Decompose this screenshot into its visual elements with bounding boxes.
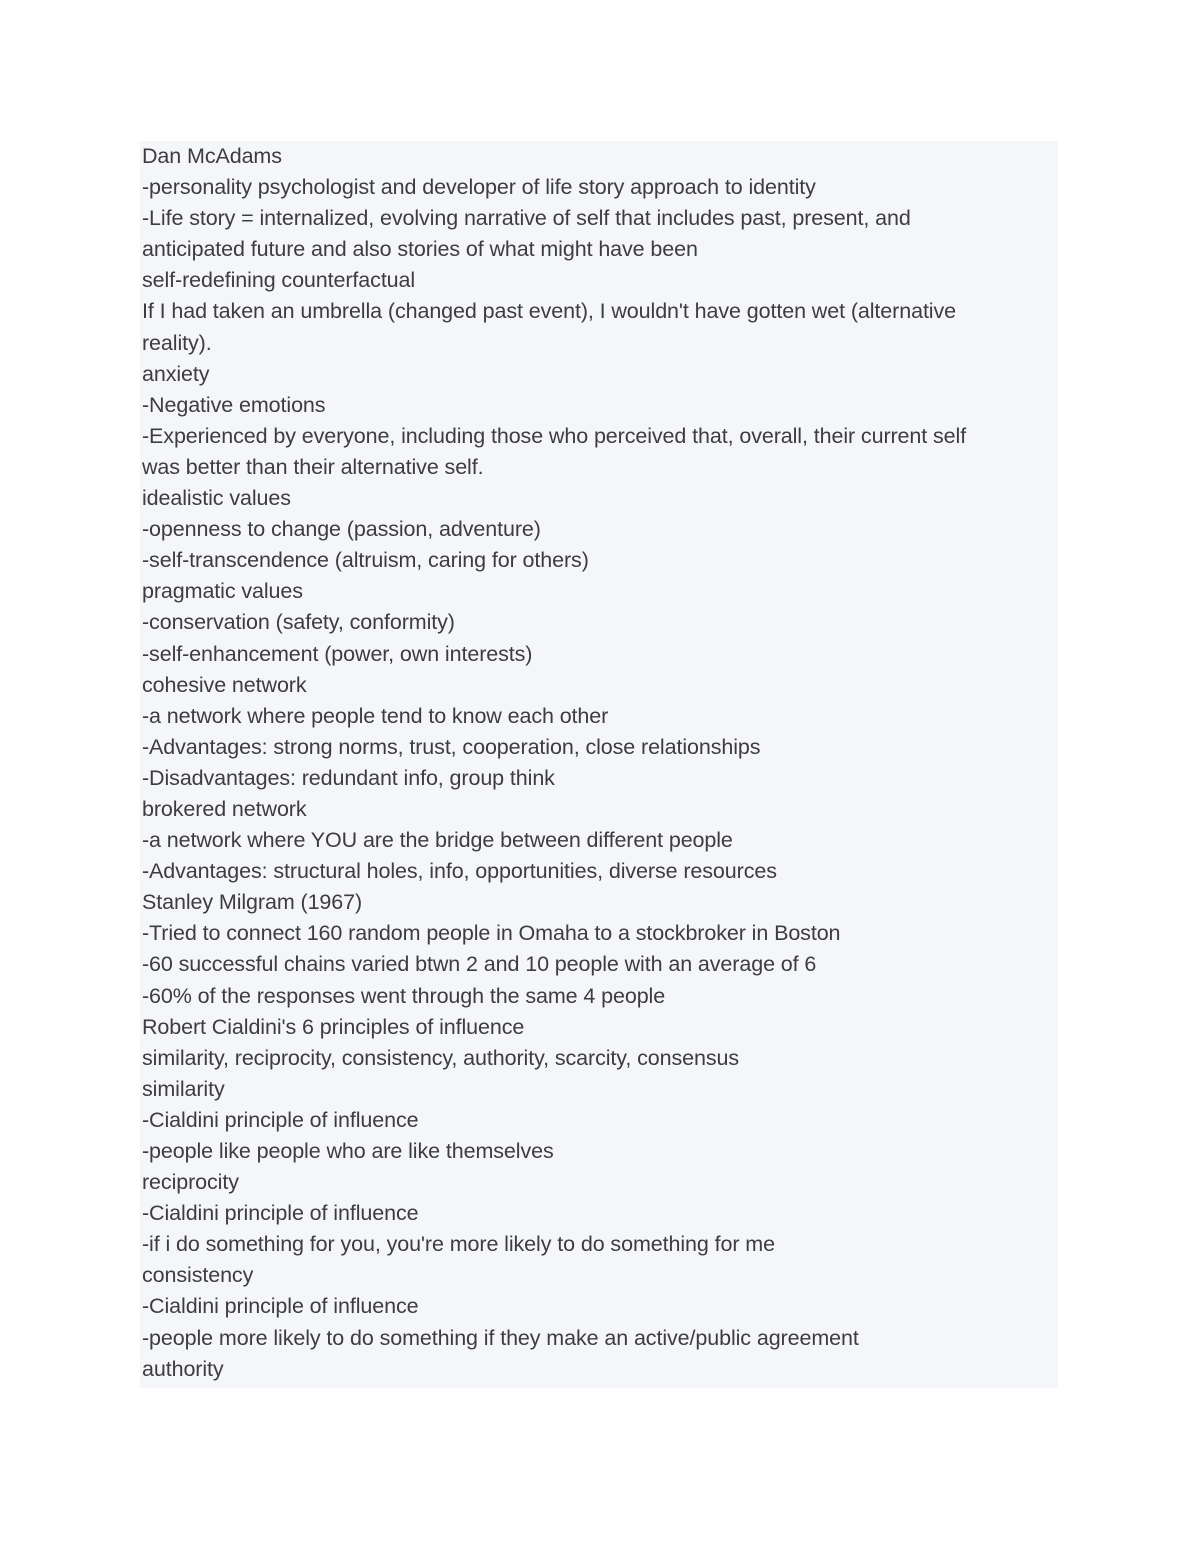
text-line: -Life story = internalized, evolving narrative of self that includes past, present, and: [142, 206, 911, 231]
text-line: -Cialdini principle of influence: [142, 1294, 419, 1319]
text-line: -60 successful chains varied btwn 2 and 10 people with an average of 6: [142, 952, 817, 977]
text-line: -60% of the responses went through the same 4 people: [142, 983, 666, 1008]
text-line: If I had taken an umbrella (changed past event), I wouldn't have gotten wet (alternative: [142, 299, 956, 324]
text-line: -if i do something for you, you're more likely to do something for me: [142, 1232, 775, 1257]
text-line: -Advantages: structural holes, info, opportunities, diverse resources: [142, 859, 777, 884]
text-line: cohesive network: [142, 672, 307, 697]
text-line: brokered network: [142, 796, 307, 821]
text-line: idealistic values: [142, 486, 291, 511]
text-line: anxiety: [142, 361, 210, 386]
text-line: -a network where people tend to know each other: [142, 703, 609, 728]
text-line: -Experienced by everyone, including those who perceived that, overall, their current self: [142, 423, 967, 448]
text-line: authority: [142, 1356, 224, 1381]
text-line: -self-transcendence (altruism, caring for others): [142, 548, 589, 573]
text-line: -personality psychologist and developer of life story approach to identity: [142, 175, 816, 200]
text-line: pragmatic values: [142, 579, 303, 604]
text-line: reciprocity: [142, 1170, 239, 1195]
text-line: Stanley Milgram (1967): [142, 890, 363, 915]
text-line: was better than their alternative self.: [142, 454, 484, 479]
text-line: self-redefining counterfactual: [142, 268, 416, 293]
text-line: consistency: [142, 1263, 254, 1288]
text-line: -people like people who are like themselves: [142, 1139, 554, 1163]
text-line: -openness to change (passion, adventure): [142, 517, 541, 542]
text-line: -Cialdini principle of influence: [142, 1201, 419, 1226]
text-line: -Cialdini principle of influence: [142, 1107, 419, 1132]
text-line: -a network where YOU are the bridge between different people: [142, 828, 733, 853]
text-line: reality).: [142, 330, 212, 355]
text-line: Dan McAdams: [142, 144, 282, 168]
text-line: similarity: [142, 1076, 225, 1101]
text-line: anticipated future and also stories of what might have been: [142, 237, 698, 262]
text-line: -self-enhancement (power, own interests): [142, 641, 533, 666]
text-line: -people more likely to do something if they make an active/public agreement: [142, 1325, 859, 1350]
text-line: -Tried to connect 160 random people in Omaha to a stockbroker in Boston: [142, 921, 841, 946]
text-line: Robert Cialdini's 6 principles of influence: [142, 1014, 525, 1039]
text-line: -Disadvantages: redundant info, group think: [142, 765, 555, 790]
text-line: -Negative emotions: [142, 392, 326, 417]
notes-text-block: [140, 141, 1058, 1388]
text-line: similarity, reciprocity, consistency, authority, scarcity, consensus: [142, 1045, 739, 1070]
text-line: -Advantages: strong norms, trust, cooperation, close relationships: [142, 734, 761, 759]
text-line: -conservation (safety, conformity): [142, 610, 455, 635]
